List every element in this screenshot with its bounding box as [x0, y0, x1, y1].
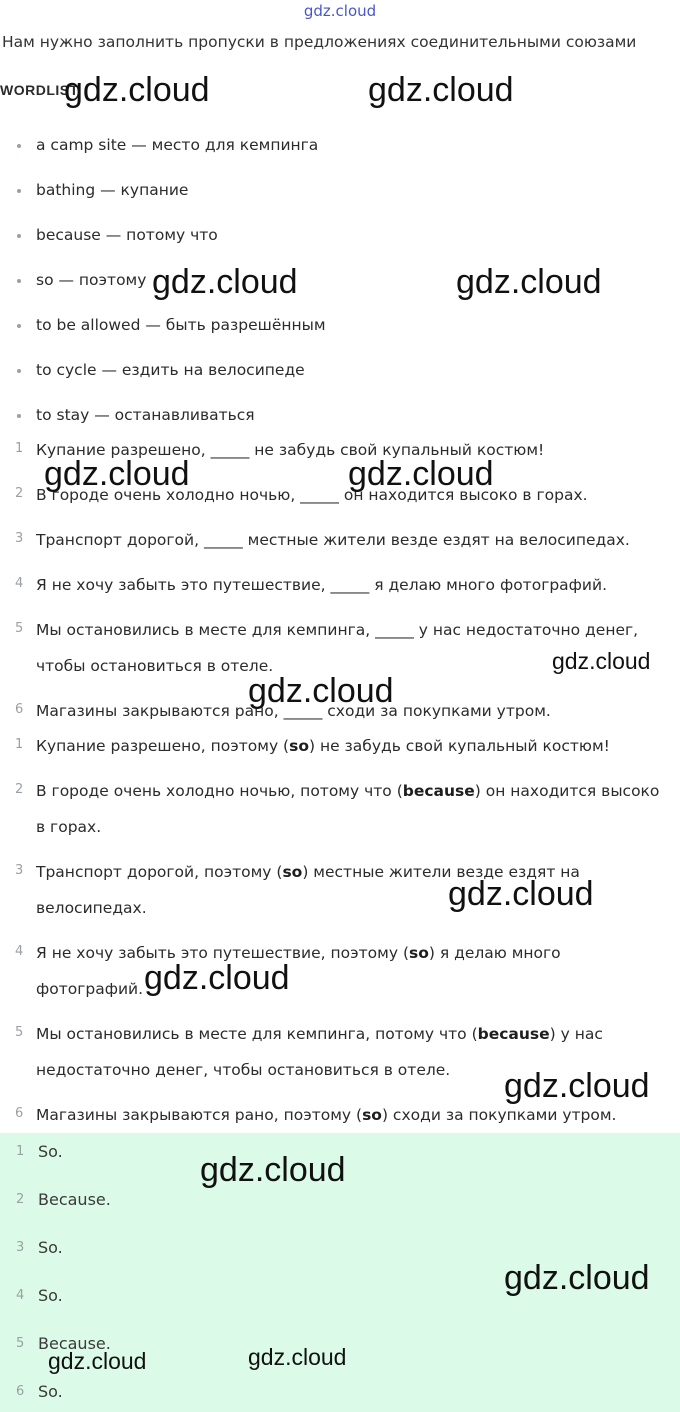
- watermark: gdz.cloud: [248, 672, 394, 710]
- watermark: gdz.cloud: [200, 1151, 346, 1189]
- bullet-icon: [17, 234, 21, 238]
- answer-word: so: [289, 737, 309, 755]
- bullet-icon: [17, 324, 21, 328]
- watermark: gdz.cloud: [348, 455, 494, 493]
- watermark: gdz.cloud: [368, 71, 514, 109]
- intro-text: Нам нужно заполнить пропуски в предложениях соединительными союзами: [2, 33, 637, 51]
- watermark: gdz.cloud: [44, 455, 190, 493]
- watermark: gdz.cloud: [504, 1259, 650, 1297]
- watermark: gdz.cloud: [552, 648, 651, 674]
- answer-word: because: [477, 1025, 550, 1043]
- wordlist-heading: WORDLIST: [0, 82, 79, 98]
- watermark: gdz.cloud: [152, 263, 298, 301]
- watermark: gdz.cloud: [456, 263, 602, 301]
- watermark: gdz.cloud: [48, 1348, 147, 1374]
- bullet-icon: [17, 189, 21, 193]
- bullet-icon: [17, 369, 21, 373]
- bullet-icon: [17, 414, 21, 418]
- answer-word: so: [362, 1106, 382, 1124]
- watermark: gdz.cloud: [504, 1067, 650, 1105]
- watermark: gdz.cloud: [248, 1344, 347, 1370]
- answer-word: so: [409, 944, 429, 962]
- bullet-icon: [17, 144, 21, 148]
- answer-word: because: [402, 782, 475, 800]
- site-header-link[interactable]: gdz.cloud: [303, 2, 377, 20]
- answer-word: so: [282, 863, 303, 881]
- bullet-icon: [17, 279, 21, 283]
- watermark: gdz.cloud: [144, 959, 290, 997]
- watermark: gdz.cloud: [448, 875, 594, 913]
- watermark: gdz.cloud: [64, 71, 210, 109]
